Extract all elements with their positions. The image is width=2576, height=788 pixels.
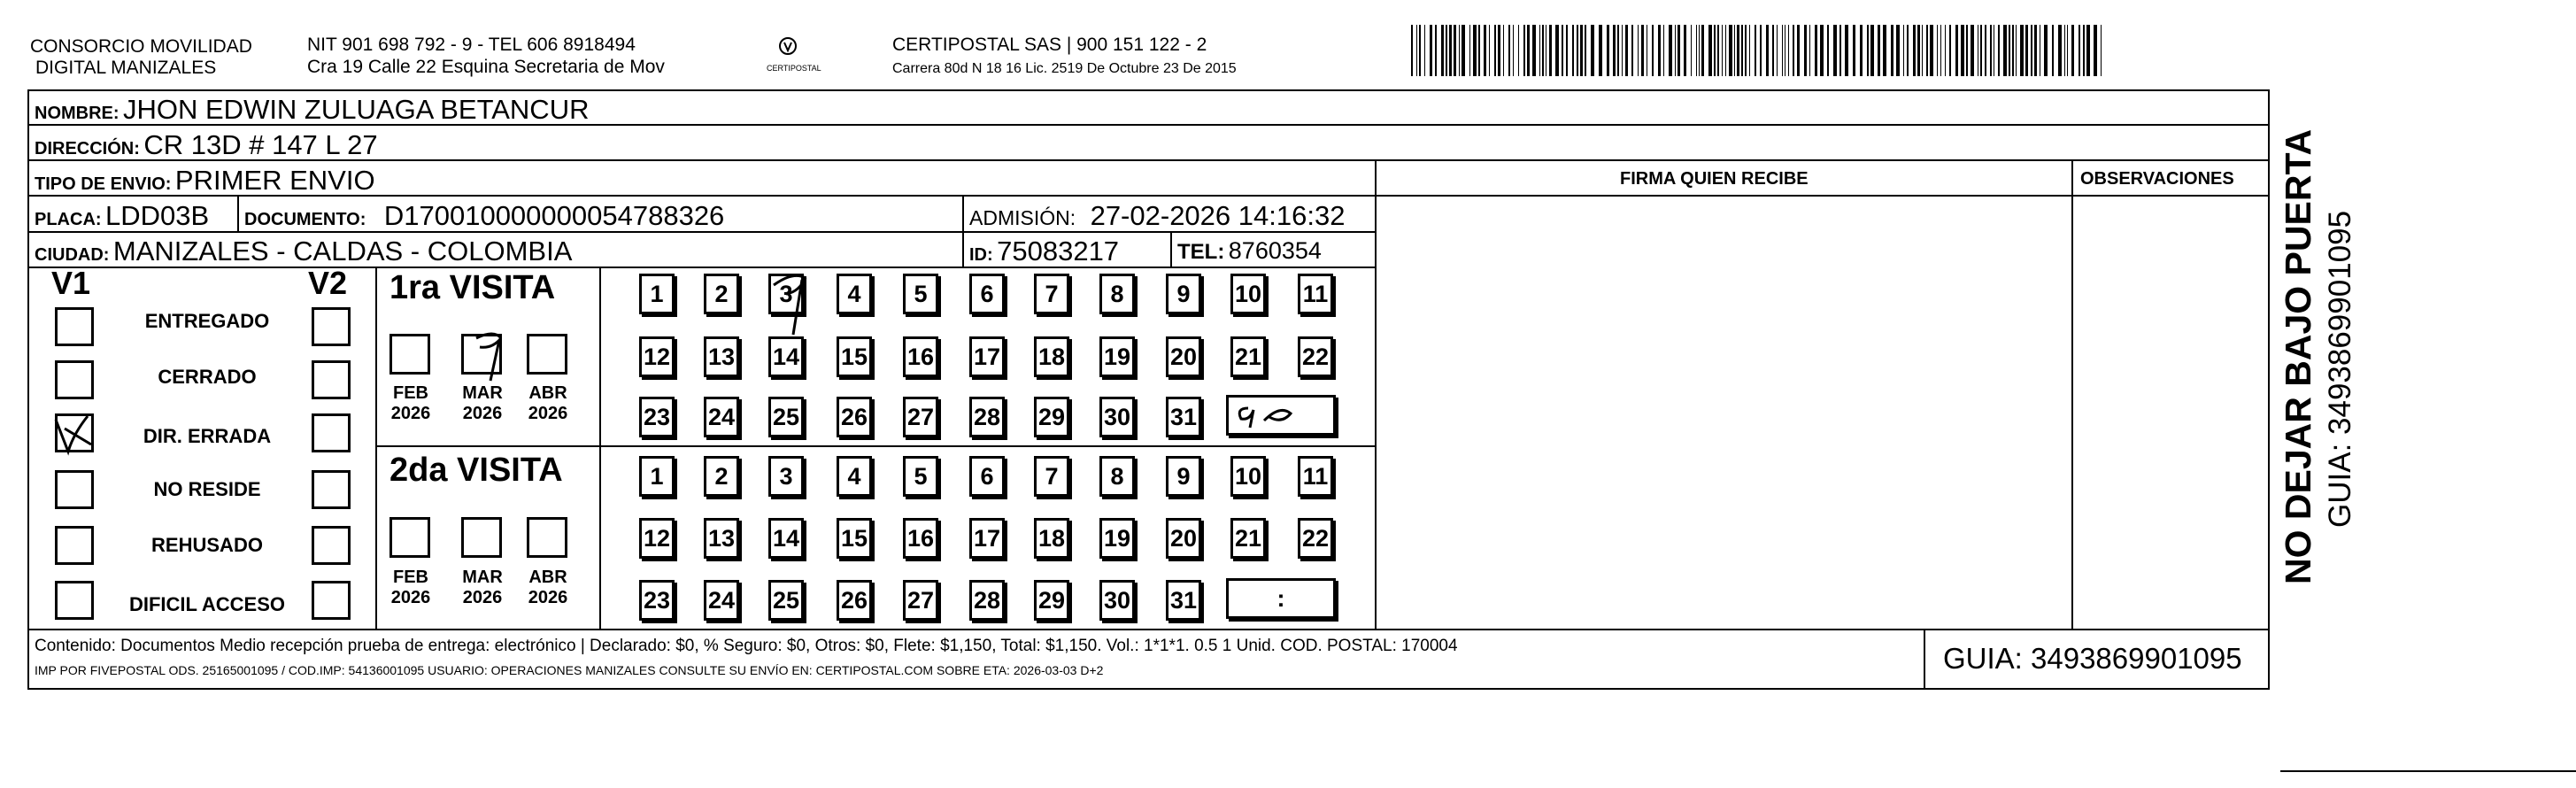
certipostal-logo-icon: [768, 35, 807, 62]
second-visit-day-8[interactable]: 8: [1099, 456, 1135, 497]
first-visit-day-24[interactable]: 24: [704, 397, 739, 437]
first-visit-title: 1ra VISITA: [389, 269, 556, 306]
barcode-bar: [1625, 25, 1628, 76]
barcode-bar: [2101, 25, 2102, 76]
barcode-bar: [1577, 25, 1578, 76]
barcode-bar: [1839, 25, 1841, 76]
barcode-bar: [2079, 25, 2080, 76]
barcode-bar: [1966, 25, 1968, 76]
first-feb-checkbox[interactable]: [389, 334, 430, 375]
barcode-bar: [1489, 25, 1490, 76]
option-dificil-acceso: DIFICIL ACCESO: [128, 593, 285, 615]
barcode-bar: [1867, 25, 1869, 76]
barcode-bar: [1971, 25, 1974, 76]
tipo-envio-value: PRIMER ENVIO: [174, 165, 375, 196]
first-visit-day-22[interactable]: 22: [1298, 336, 1333, 377]
contenido-text: Contenido: Documentos Medio recepción prueba de entrega: electrónico | Declarado: $0, % Seguro: $0, Otros: $0, Flete: $1,150, Total: $1,150. Vol.: 1*1*1. 0.5 1 Unid. COD. POSTAL: 170004: [35, 637, 1458, 655]
barcode-bar: [1572, 25, 1574, 76]
barcode-bar: [1566, 25, 1568, 76]
second-visit-day-31[interactable]: 31: [1166, 580, 1201, 621]
barcode-bar: [1772, 25, 1774, 76]
direccion-value: CR 13D # 147 L 27: [143, 129, 378, 160]
first-visit-day-21[interactable]: 21: [1230, 336, 1266, 377]
barcode-bar: [1891, 25, 1893, 76]
barcode-bar: [1498, 25, 1500, 76]
barcode-bar: [1913, 25, 1916, 76]
ciudad-label: CIUDAD:: [35, 245, 110, 265]
nombre-value: JHON EDWIN ZULUAGA BETANCUR: [123, 94, 590, 125]
first-visit-day-15[interactable]: 15: [837, 336, 872, 377]
tipo-envio-label: TIPO DE ENVIO:: [35, 174, 172, 194]
barcode-bar: [1749, 25, 1750, 76]
documento-value: D170010000000054788326: [383, 200, 725, 231]
barcode-bar: [2071, 25, 2074, 76]
first-visit-day-16[interactable]: 16: [903, 336, 938, 377]
barcode-bar: [2052, 25, 2054, 76]
barcode-bar: [1815, 25, 1817, 76]
barcode-bar: [1539, 25, 1540, 76]
barcode-bar: [1940, 25, 1941, 76]
first-month-feb: FEB 2026: [390, 383, 431, 423]
barcode-bar: [1446, 25, 1447, 76]
barcode-bar: [1513, 25, 1514, 76]
second-visit-day-25[interactable]: 25: [768, 580, 804, 621]
barcode-bar: [2020, 25, 2024, 76]
first-visit-day-19[interactable]: 19: [1099, 336, 1135, 377]
barcode-bar: [1527, 25, 1530, 76]
admision-cell: [969, 202, 1345, 229]
first-visit-day-29[interactable]: 29: [1034, 397, 1069, 437]
barcode-bar: [1473, 25, 1477, 76]
v1-dificil-acceso-checkbox[interactable]: [55, 581, 94, 620]
barcode-bar: [2025, 25, 2028, 76]
second-visit-day-6[interactable]: 6: [969, 456, 1005, 497]
second-feb-checkbox[interactable]: [389, 517, 430, 558]
barcode-bar: [1745, 25, 1747, 76]
second-visit-day-17[interactable]: 17: [969, 518, 1005, 559]
v1-label: V1: [51, 265, 91, 301]
second-visit-day-13[interactable]: 13: [704, 518, 739, 559]
barcode-bar: [1416, 25, 1417, 76]
barcode-bar: [2086, 25, 2090, 76]
observaciones-header: OBSERVACIONES: [2080, 169, 2234, 189]
second-visit-day-14[interactable]: 14: [768, 518, 804, 559]
barcode-bar: [1617, 25, 1619, 76]
first-month-mar: MAR 2026: [462, 383, 503, 423]
check-mark-icon: [52, 411, 91, 450]
v2-entregado-checkbox[interactable]: [312, 307, 351, 346]
barcode-bar: [1518, 25, 1519, 76]
barcode-bar: [1478, 25, 1480, 76]
barcode-bar: [1845, 25, 1848, 76]
barcode-bar: [1591, 25, 1594, 76]
direccion-row: [35, 131, 378, 158]
barcode-bar: [1955, 25, 1958, 76]
barcode-bar: [2067, 25, 2068, 76]
second-visit-day-4[interactable]: 4: [837, 456, 872, 497]
barcode-bar: [1580, 25, 1583, 76]
barcode-bar: [1985, 25, 1986, 76]
barcode-bar: [1675, 25, 1676, 76]
barcode-bar: [1755, 25, 1756, 76]
v2-dificil-acceso-checkbox[interactable]: [312, 581, 351, 620]
barcode-bar: [1990, 25, 1992, 76]
second-visit-title: 2da VISITA: [389, 452, 563, 489]
barcode-bar: [1820, 25, 1824, 76]
company-name-line2: DIGITAL MANIZALES: [35, 58, 217, 78]
certipostal-line1: CERTIPOSTAL SAS | 900 151 122 - 2: [892, 35, 1207, 55]
barcode-bar: [2031, 25, 2032, 76]
barcode-bar: [1691, 25, 1692, 76]
barcode-bar: [2003, 25, 2007, 76]
documento-cell: [244, 202, 724, 229]
barcode-bar: [1793, 25, 1794, 76]
v1-entregado-checkbox[interactable]: [55, 307, 94, 346]
documento-label: DOCUMENTO:: [244, 210, 366, 229]
barcode-bar: [1930, 25, 1933, 76]
second-visit-day-24[interactable]: 24: [704, 580, 739, 621]
admision-value: 27-02-2026 14:16:32: [1090, 200, 1346, 231]
barcode-bar: [1833, 25, 1837, 76]
barcode-bar: [1777, 25, 1778, 76]
second-abr-checkbox[interactable]: [527, 517, 567, 558]
barcode-bar: [1449, 25, 1452, 76]
first-abr-checkbox[interactable]: [527, 334, 567, 375]
barcode-bar: [1804, 25, 1807, 76]
handwritten-mark-icon: [464, 326, 517, 379]
second-visit-day-19[interactable]: 19: [1099, 518, 1135, 559]
barcode-bar: [1860, 25, 1863, 76]
second-visit-day-18[interactable]: 18: [1034, 518, 1069, 559]
v2-label: V2: [308, 265, 348, 301]
first-visit-day-13[interactable]: 13: [704, 336, 739, 377]
second-mar-checkbox[interactable]: [461, 517, 502, 558]
barcode-bar: [1701, 25, 1704, 76]
v1-no-reside-checkbox[interactable]: [55, 470, 94, 509]
v1-dir-errada-checkbox[interactable]: [55, 413, 94, 452]
barcode-bar: [1462, 25, 1465, 76]
barcode-bar: [1469, 25, 1470, 76]
v2-rehusado-checkbox[interactable]: [312, 526, 351, 565]
tipo-envio-row: [35, 166, 375, 194]
barcode-bar: [2058, 25, 2062, 76]
placa-value: LDD03B: [105, 200, 210, 231]
barcode-bar: [1696, 25, 1697, 76]
second-visit-day-29[interactable]: 29: [1034, 580, 1069, 621]
barcode-bar: [1760, 25, 1762, 76]
first-visit-day-31[interactable]: 31: [1166, 397, 1201, 437]
barcode-bar: [1766, 25, 1769, 76]
second-visit-day-11[interactable]: 11: [1298, 456, 1333, 497]
barcode-bar: [1663, 25, 1664, 76]
first-visit-day-25[interactable]: 25: [768, 397, 804, 437]
footer-guia: GUIA: 3493869901095: [1943, 642, 2242, 675]
barcode-bar: [1459, 25, 1460, 76]
barcode-bar: [2083, 25, 2085, 76]
barcode-bar: [1741, 25, 1743, 76]
id-value: 75083217: [997, 236, 1120, 267]
nombre-row: [35, 96, 589, 123]
first-visit-day-14[interactable]: 14: [768, 336, 804, 377]
barcode-bar: [1917, 25, 1920, 76]
barcode-bar: [1441, 25, 1444, 76]
second-visit-day-20[interactable]: 20: [1166, 518, 1201, 559]
first-visit-day-3[interactable]: 3: [768, 274, 804, 314]
barcode-bar: [1883, 25, 1886, 76]
barcode-bar: [1549, 25, 1552, 76]
barcode-bar: [2012, 25, 2014, 76]
barcode-bar: [1980, 25, 1982, 76]
option-dir-errada: DIR. ERRADA: [143, 425, 272, 447]
option-no-reside: NO RESIDE: [153, 478, 261, 500]
barcode-bar: [1788, 25, 1789, 76]
id-cell: [969, 237, 1119, 265]
barcode-bar: [1937, 25, 1938, 76]
barcode-bar: [1555, 25, 1559, 76]
barcode-bar: [1782, 25, 1783, 76]
barcode-bar: [1613, 25, 1616, 76]
barcode-bar: [2034, 25, 2037, 76]
tel-value: 8760354: [1228, 237, 1322, 264]
barcode-bar: [2009, 25, 2010, 76]
barcode-bar: [1652, 25, 1654, 76]
barcode-bar: [1419, 25, 1421, 76]
barcode-bar: [1677, 25, 1680, 76]
barcode-bar: [1809, 25, 1810, 76]
first-visit-day-6[interactable]: 6: [969, 274, 1005, 314]
id-label: ID:: [969, 245, 993, 265]
admision-label: ADMISIÓN:: [969, 206, 1076, 229]
first-visit-time-box[interactable]: [1226, 395, 1336, 436]
option-entregado: ENTREGADO: [144, 310, 270, 332]
first-month-abr: ABR 2026: [528, 383, 568, 423]
barcode-bar: [1717, 25, 1719, 76]
barcode-bar: [1922, 25, 1923, 76]
barcode-bar: [1734, 25, 1735, 76]
barcode-bar: [1508, 25, 1510, 76]
second-visit-day-27[interactable]: 27: [903, 580, 938, 621]
second-visit-day-7[interactable]: 7: [1034, 456, 1069, 497]
barcode-bar: [1435, 25, 1437, 76]
barcode-bar: [1896, 25, 1900, 76]
second-visit-day-21[interactable]: 21: [1230, 518, 1266, 559]
barcode-bar: [1853, 25, 1855, 76]
day-three-mark-icon: [767, 267, 820, 338]
second-visit-day-26[interactable]: 26: [837, 580, 872, 621]
first-mar-checkbox[interactable]: [461, 334, 502, 375]
barcode-bar: [1641, 25, 1644, 76]
second-visit-day-30[interactable]: 30: [1099, 580, 1135, 621]
second-visit-day-2[interactable]: 2: [704, 456, 739, 497]
option-cerrado: CERRADO: [158, 366, 257, 388]
first-visit-day-30[interactable]: 30: [1099, 397, 1135, 437]
barcode-bar: [1714, 25, 1716, 76]
barcode-bar: [1722, 25, 1723, 76]
v1-cerrado-checkbox[interactable]: [55, 360, 94, 399]
v2-dir-errada-checkbox[interactable]: [312, 413, 351, 452]
barcode-bar: [1949, 25, 1951, 76]
barcode-bar: [1424, 25, 1425, 76]
nombre-label: NOMBRE:: [35, 104, 120, 123]
barcode-bar: [1631, 25, 1633, 76]
placa-cell: [35, 202, 209, 229]
second-month-mar: MAR 2026: [462, 568, 503, 607]
first-visit-day-26[interactable]: 26: [837, 397, 872, 437]
company-name-line1: CONSORCIO MOVILIDAD: [30, 36, 252, 57]
second-visit-day-16[interactable]: 16: [903, 518, 938, 559]
second-visit-day-9[interactable]: 9: [1166, 456, 1201, 497]
barcode-bar: [1797, 25, 1800, 76]
second-visit-day-22[interactable]: 22: [1298, 518, 1333, 559]
barcode: [1411, 25, 2102, 76]
barcode-bar: [1658, 25, 1661, 76]
firma-header: FIRMA QUIEN RECIBE: [1620, 169, 1809, 189]
ciudad-cell: [35, 237, 572, 265]
second-visit-day-15[interactable]: 15: [837, 518, 872, 559]
logo-caption: CERTIPOSTAL: [767, 64, 821, 73]
first-visit-day-27[interactable]: 27: [903, 397, 938, 437]
first-visit-day-4[interactable]: 4: [837, 274, 872, 314]
barcode-bar: [1585, 25, 1586, 76]
first-visit-day-23[interactable]: 23: [639, 397, 675, 437]
barcode-bar: [1870, 25, 1874, 76]
option-rehusado: REHUSADO: [151, 534, 263, 556]
barcode-bar: [1737, 25, 1739, 76]
first-visit-day-10[interactable]: 10: [1230, 274, 1266, 314]
barcode-bar: [1411, 25, 1413, 76]
direccion-label: DIRECCIÓN:: [35, 139, 140, 158]
barcode-bar: [1926, 25, 1928, 76]
barcode-bar: [1945, 25, 1946, 76]
barcode-bar: [1907, 25, 1909, 76]
v1-rehusado-checkbox[interactable]: [55, 526, 94, 565]
tel-label: TEL:: [1177, 240, 1225, 264]
v2-cerrado-checkbox[interactable]: [312, 360, 351, 399]
second-visit-day-12[interactable]: 12: [639, 518, 675, 559]
barcode-bar: [1699, 25, 1700, 76]
barcode-bar: [1827, 25, 1829, 76]
barcode-bar: [1708, 25, 1712, 76]
second-visit-day-10[interactable]: 10: [1230, 456, 1266, 497]
first-visit-day-9[interactable]: 9: [1166, 274, 1201, 314]
barcode-bar: [1622, 25, 1623, 76]
barcode-bar: [1669, 25, 1672, 76]
barcode-bar: [1729, 25, 1732, 76]
first-visit-day-28[interactable]: 28: [969, 397, 1005, 437]
first-visit-day-2[interactable]: 2: [704, 274, 739, 314]
first-visit-day-8[interactable]: 8: [1099, 274, 1135, 314]
barcode-bar: [1484, 25, 1486, 76]
barcode-bar: [2044, 25, 2048, 76]
second-visit-day-28[interactable]: 28: [969, 580, 1005, 621]
nit-line2: Cra 19 Calle 22 Esquina Secretaria de Mov: [307, 57, 665, 77]
first-visit-day-17[interactable]: 17: [969, 336, 1005, 377]
barcode-bar: [2094, 25, 2097, 76]
v2-no-reside-checkbox[interactable]: [312, 470, 351, 509]
barcode-bar: [1494, 25, 1496, 76]
second-visit-day-23[interactable]: 23: [639, 580, 675, 621]
barcode-bar: [1454, 25, 1456, 76]
barcode-bar: [2064, 25, 2065, 76]
first-visit-day-18[interactable]: 18: [1034, 336, 1069, 377]
nit-line1: NIT 901 698 792 - 9 - TEL 606 8918494: [307, 35, 636, 55]
second-visit-day-3[interactable]: 3: [768, 456, 804, 497]
barcode-bar: [1562, 25, 1563, 76]
second-visit-time-box[interactable]: :: [1226, 578, 1336, 619]
barcode-bar: [1638, 25, 1639, 76]
side-guia: GUIA: 3493869901095: [2323, 210, 2357, 528]
second-visit-day-5[interactable]: 5: [903, 456, 938, 497]
barcode-bar: [1684, 25, 1686, 76]
certipostal-line2: Carrera 80d N 18 16 Lic. 2519 De Octubre 23 De 2015: [892, 61, 1237, 76]
barcode-bar: [1503, 25, 1504, 76]
imp-text: IMP POR FIVEPOSTAL ODS. 25165001095 / COD.IMP: 54136001095 USUARIO: OPERACIONES MANIZALES CONSULTE SU ENVÍO EN: CERTIPOSTAL.COM SOBRE ETA: 2026-03-03 D+2: [35, 663, 1104, 677]
barcode-bar: [1903, 25, 1904, 76]
handwritten-time-icon: [1229, 398, 1333, 433]
barcode-bar: [1961, 25, 1964, 76]
ciudad-value: MANIZALES - CALDAS - COLOMBIA: [112, 236, 573, 267]
no-dejar-warning: NO DEJAR BAJO PUERTA: [2278, 128, 2318, 584]
second-month-feb: FEB 2026: [390, 568, 431, 607]
second-month-abr: ABR 2026: [528, 568, 568, 607]
first-visit-day-20[interactable]: 20: [1166, 336, 1201, 377]
barcode-bar: [1725, 25, 1726, 76]
tel-cell: [1177, 239, 1322, 263]
barcode-bar: [1430, 25, 1432, 76]
first-visit-day-12[interactable]: 12: [639, 336, 675, 377]
barcode-bar: [1878, 25, 1880, 76]
first-visit-day-11[interactable]: 11: [1298, 274, 1333, 314]
barcode-bar: [1523, 25, 1525, 76]
second-visit-day-1[interactable]: 1: [639, 456, 675, 497]
barcode-bar: [1599, 25, 1602, 76]
first-visit-day-5[interactable]: 5: [903, 274, 938, 314]
barcode-bar: [1607, 25, 1609, 76]
barcode-bar: [1998, 25, 2000, 76]
barcode-bar: [1542, 25, 1544, 76]
placa-label: PLACA:: [35, 210, 102, 229]
barcode-bar: [1532, 25, 1536, 76]
first-visit-day-7[interactable]: 7: [1034, 274, 1069, 314]
barcode-bar: [2016, 25, 2017, 76]
first-visit-day-1[interactable]: 1: [639, 274, 675, 314]
